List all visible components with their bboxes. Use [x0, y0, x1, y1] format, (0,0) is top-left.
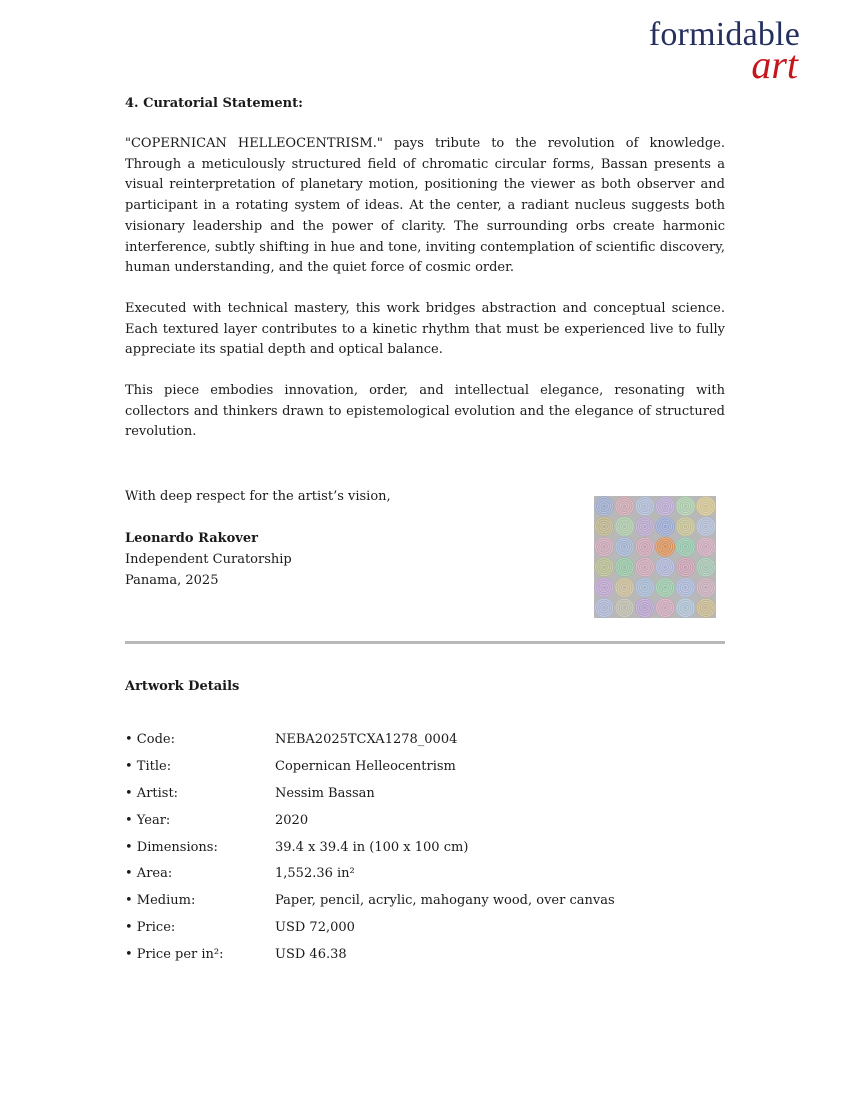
- artwork-orb: [594, 557, 614, 577]
- statement-paragraph-3: This piece embodies innovation, order, and intellectual elegance, resonating with collectors and thinkers drawn to epistemological evolution and the elegance of structured revolution.: [125, 383, 725, 440]
- artwork-orb: [655, 537, 675, 557]
- artwork-orb: [676, 598, 696, 618]
- detail-label: • Title:: [125, 758, 172, 774]
- artwork-orb: [655, 496, 675, 516]
- detail-label: • Price:: [125, 920, 176, 936]
- curator-place-year: Panama, 2025: [125, 573, 219, 588]
- artwork-orb: [696, 537, 716, 557]
- detail-value: USD 46.38: [275, 947, 347, 963]
- detail-value: 39.4 x 39.4 in (100 x 100 cm): [275, 839, 469, 855]
- artwork-orb: [615, 496, 635, 516]
- artwork-orb: [615, 578, 635, 598]
- artwork-orb: [676, 557, 696, 577]
- artwork-orb: [655, 557, 675, 577]
- curator-role: Independent Curatorship: [125, 552, 292, 567]
- artwork-orb: [594, 537, 614, 557]
- curatorial-statement: [125, 94, 725, 443]
- detail-value: Paper, pencil, acrylic, mahogany wood, over canvas: [275, 893, 615, 909]
- artwork-orb: [696, 557, 716, 577]
- statement-paragraph-1: "COPERNICAN HELLEOCENTRISM." pays tribute to the revolution of knowledge. Through a meticulously structured field of chromatic circular forms, Bassan presents a visual reinterpretation of planetary motion, positioning the viewer as both observer and participant in a rotating system of ideas. At the center, a radiant nucleus suggests both visionary leadership and the power of clarity. The surrounding orbs create harmonic interference, subtly shifting in hue and tone, inviting contemplation of scientific discovery, human understanding, and the quiet force of cosmic order.: [125, 136, 725, 276]
- artwork-orb: [635, 496, 655, 516]
- artwork-orb: [676, 496, 696, 516]
- artwork-orb: [655, 578, 675, 598]
- artwork-details-list: [125, 730, 725, 972]
- artwork-orb: [635, 557, 655, 577]
- detail-row: [125, 757, 725, 784]
- detail-value: NEBA2025TCXA1278_0004: [275, 732, 458, 747]
- artwork-orb: [615, 537, 635, 557]
- artwork-orbs: [594, 496, 716, 618]
- curator-name: Leonardo Rakover: [125, 531, 258, 546]
- detail-label: • Artist:: [125, 785, 179, 801]
- detail-value: USD 72,000: [275, 920, 355, 936]
- detail-label: • Year:: [125, 812, 171, 828]
- detail-row: [125, 784, 725, 811]
- artwork-orb: [635, 517, 655, 537]
- detail-row: [125, 838, 725, 865]
- artwork-orb: [655, 598, 675, 618]
- detail-label: • Code:: [125, 732, 175, 747]
- artwork-orb: [615, 598, 635, 618]
- artwork-orb: [696, 578, 716, 598]
- artwork-orb: [615, 557, 635, 577]
- signature-block: [125, 486, 391, 591]
- detail-row: [125, 730, 725, 757]
- detail-row: [125, 945, 725, 972]
- artwork-orb: [635, 598, 655, 618]
- detail-label: • Price per in²:: [125, 947, 224, 963]
- logo-accent: art: [751, 42, 798, 87]
- artwork-orb: [655, 517, 675, 537]
- artwork-orb: [635, 578, 655, 598]
- detail-value: 2020: [275, 812, 309, 828]
- artwork-orb: [594, 598, 614, 618]
- detail-value: Copernican Helleocentrism: [275, 758, 456, 774]
- artwork-orb: [676, 537, 696, 557]
- artwork-orb: [676, 517, 696, 537]
- brand-logo: [648, 16, 800, 87]
- detail-row: [125, 891, 725, 918]
- logo-wordmark: formidable: [648, 16, 800, 53]
- artwork-orb: [594, 517, 614, 537]
- artwork-orb: [594, 496, 614, 516]
- detail-label: • Medium:: [125, 893, 196, 909]
- artwork-orb: [696, 496, 716, 516]
- detail-value: 1,552.36 in²: [275, 866, 355, 882]
- detail-row: [125, 918, 725, 945]
- closing-line: With deep respect for the artist’s vision,: [125, 489, 391, 504]
- section-heading: 4. Curatorial Statement:: [125, 96, 303, 111]
- statement-paragraph-2: Executed with technical mastery, this work bridges abstraction and conceptual science. Each textured layer contributes to a kinetic rhythm that must be experienced live to fully appreciate its spatial depth and optical balance.: [125, 300, 725, 358]
- artwork-orb: [696, 598, 716, 618]
- artwork-orb: [615, 517, 635, 537]
- artwork-orb: [676, 578, 696, 598]
- artwork-thumbnail: [594, 496, 716, 618]
- details-title: Artwork Details: [125, 679, 240, 694]
- detail-value: Nessim Bassan: [275, 785, 375, 801]
- section-divider: [125, 641, 725, 644]
- artwork-orb: [635, 537, 655, 557]
- artwork-orb: [696, 517, 716, 537]
- detail-row: [125, 864, 725, 891]
- artwork-orb: [594, 578, 614, 598]
- detail-row: [125, 811, 725, 838]
- detail-label: • Dimensions:: [125, 839, 218, 855]
- detail-label: • Area:: [125, 866, 173, 882]
